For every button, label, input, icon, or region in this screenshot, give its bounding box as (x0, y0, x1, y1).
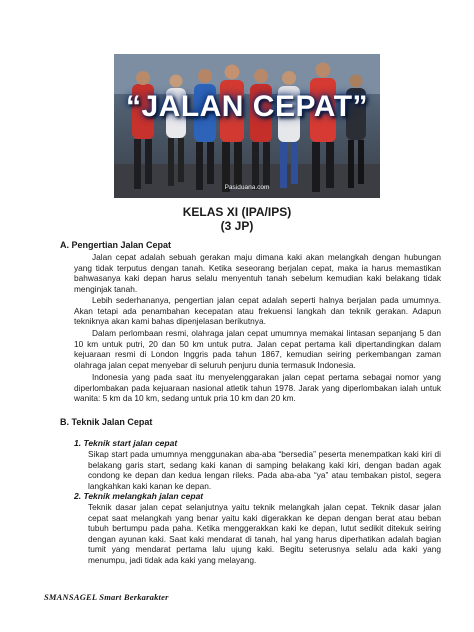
class-heading: KELAS XI (IPA/IPS) (182, 205, 292, 219)
hours-heading: (3 JP) (220, 219, 254, 233)
section-a-paragraph-3: Dalam perlombaan resmi, olahraga jalan cepat umumnya memakai lintasan sepanjang 5 dan 10 km untuk putri, 20 dan 50 km untuk putra. Jalan cepat pertama kali dipertandingkan dalam kejuaraan resmi di London Inggris pada tahun 1867, kemudian seiring perkembangan zaman olahraga jalan cepat menyebar di seluruh penjuru dunia termasuk Indonesia. (74, 328, 441, 370)
hero-title: “JALAN CEPAT” (125, 90, 369, 123)
section-b-title: B. Teknik Jalan Cepat (60, 417, 153, 427)
section-a-paragraph-4: Indonesia yang pada saat itu menyelenggarakan jalan cepat pertama sebagai nomor yang diperlombakan pada kejuaraan nasional atletik tahun 1978. Jarak yang diperlombakan ialah untuk wanita: 5 km da 10 km, sedang untuk pria 10 km dan 20 km. (74, 372, 441, 404)
section-a-paragraph-2: Lebih sederhananya, pengertian jalan cepat adalah seperti halnya berjalan pada umumnya. Akan tetapi ada penambahan kecepatan atau frekuensi langkah dan teknik gerakan. Adapun tekniknya akan kami bahas dipenjelasan berikutnya. (74, 295, 441, 327)
race-walkers-illustration (114, 54, 380, 198)
hero-image (114, 54, 380, 198)
subsection-2-title: 2. Teknik melangkah jalan cepat (74, 491, 204, 501)
subsection-1-text: Sikap start pada umumnya menggunakan aba-aba “bersedia” peserta menempatkan kaki kiri di belakang garis start, sedang kaki kanan di samping belakang kaki kiri, dengan badan agak condong ke depan dan kedua lengan rileks. Pada aba-aba “ya” atau tembakan pistol, segera langkahkan kaki kanan ke depan. (88, 449, 441, 491)
section-a-paragraph-1: Jalan cepat adalah sebuah gerakan maju dimana kaki akan melangkah dengan hubungan yang tidak terputus dengan tanah. Ketika seseorang berjalan cepat, maka ia harus memastikan bahwasanya kaki depan harus selalu menyentuh tanah sebelum kemudian kaki belakang tidak menginjak tanah. (74, 252, 441, 294)
school-motto-footer: SMANSAGEL Smart Berkarakter (44, 592, 169, 602)
subsection-2-text: Teknik dasar jalan cepat selanjutnya yaitu teknik melangkah jalan cepat. Teknik dasar jalan cepat saat melangkah yang benar yaitu kaki digerakkan ke depan dengan berat atau beban tubuh bertumpu pada paha. Ketika menggerakkan kaki ke depan, lutut sedikit ditekuk seiring dengan ayunan kaki. Saat kaki mendarat di tanah, hal yang harus diperhatikan adalah bagian tumit yang mendarat pertama lalu ujung kaki. Begitu seterusnya selalu ada kaki yang menumpu, jadi tidak ada kaki yang melayang. (88, 502, 441, 565)
subsection-1-title: 1. Teknik start jalan cepat (74, 438, 178, 448)
image-credit: Pasiduana.com (224, 184, 270, 191)
section-a-title: A. Pengertian Jalan Cepat (60, 240, 172, 250)
